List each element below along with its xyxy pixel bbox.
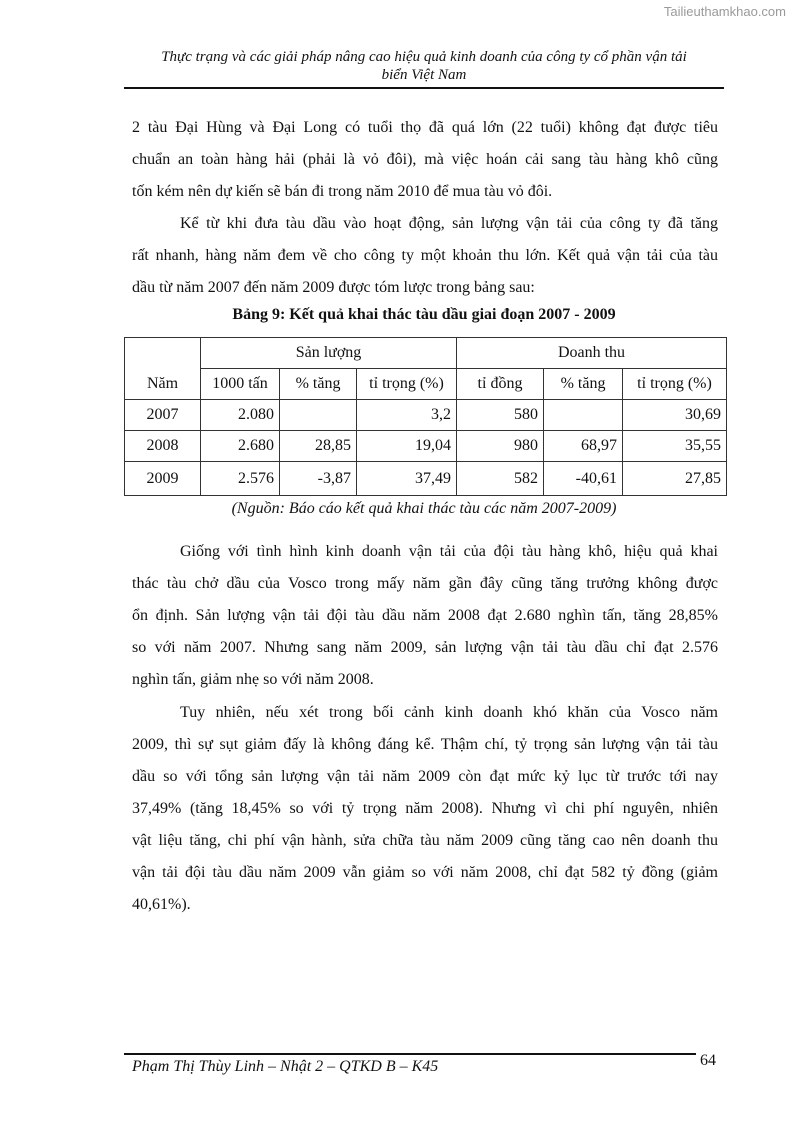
- text-line: so với năm 2007. Nhưng sang năm 2009, sản lượng vận tải tàu dầu chỉ đạt 2.576: [132, 639, 718, 656]
- running-header: [124, 48, 724, 84]
- subheader: tỉ trọng (%): [623, 369, 727, 400]
- cell: 35,55: [623, 431, 727, 462]
- group-header-revenue: Doanh thu: [457, 338, 727, 369]
- cell: 28,85: [280, 431, 357, 462]
- cell: 2008: [125, 431, 201, 462]
- table-row: [125, 462, 727, 496]
- group-header-output: Sản lượng: [201, 338, 457, 369]
- cell: [280, 400, 357, 431]
- text-line: ổn định. Sản lượng vận tải đội tàu dầu năm 2008 đạt 2.680 nghìn tấn, tăng 28,85%: [132, 607, 718, 624]
- cell: -40,61: [544, 462, 623, 496]
- cell: 19,04: [357, 431, 457, 462]
- paragraph-1: [132, 112, 718, 304]
- table-caption: Bảng 9: Kết quả khai thác tàu dầu giai đoạn 2007 - 2009: [232, 306, 616, 323]
- text-line: Tuy nhiên, nếu xét trong bối cảnh kinh doanh khó khăn của Vosco năm: [180, 704, 718, 721]
- cell: 580: [457, 400, 544, 431]
- paragraph-3: [132, 536, 718, 696]
- text-line: 2009, thì sự sụt giảm đấy là không đáng kể. Thậm chí, tỷ trọng sản lượng vận tải tàu: [132, 736, 718, 753]
- text-line: rất nhanh, hàng năm đem về cho công ty một khoản thu lớn. Kết quả vận tải của tàu: [132, 247, 718, 264]
- text-line: nghìn tấn, giảm nhẹ so với năm 2008.: [132, 671, 374, 688]
- header-rule: [124, 87, 724, 89]
- text-line: vật liệu tăng, chi phí vận hành, sửa chữa tàu năm 2009 cũng tăng cao nên doanh thu: [132, 832, 718, 849]
- cell: 2.680: [201, 431, 280, 462]
- text-line: dầu so với tổng sản lượng vận tải năm 2009 còn đạt mức kỷ lục từ trước tới nay: [132, 768, 718, 785]
- year-header: Năm: [125, 338, 201, 400]
- text-line: Giống với tình hình kinh doanh vận tải của đội tàu hàng khô, hiệu quả khai: [180, 543, 718, 560]
- cell: 37,49: [357, 462, 457, 496]
- text-line: 2 tàu Đại Hùng và Đại Long có tuổi thọ đã quá lớn (22 tuổi) không đạt được tiêu: [132, 119, 718, 136]
- text-line: tốn kém nên dự kiến sẽ bán đi trong năm 2010 để mua tàu vỏ đôi.: [132, 183, 553, 200]
- results-table: [124, 337, 727, 496]
- text-line: thác tàu chở dầu của Vosco trong mấy năm gần đây cũng tăng trưởng không được: [132, 575, 718, 592]
- cell: [544, 400, 623, 431]
- table-row: [125, 400, 727, 431]
- paragraph-4: [132, 697, 718, 921]
- text-line: vận tải đội tàu dầu năm 2009 vẫn giảm so với năm 2008, chỉ đạt 582 tỷ đồng (giảm: [132, 864, 718, 881]
- cell: 2009: [125, 462, 201, 496]
- cell: -3,87: [280, 462, 357, 496]
- table-row: [125, 431, 727, 462]
- header-line-1: Thực trạng và các giải pháp nâng cao hiệu quả kinh doanh của công ty cổ phần vận tải: [161, 49, 687, 65]
- page-number: 64: [700, 1052, 716, 1069]
- text-line: 37,49% (tăng 18,45% so với tỷ trọng năm 2008). Nhưng vì chi phí nguyên, nhiên: [132, 800, 718, 817]
- text-line: chuẩn an toàn hàng hải (phải là vỏ đôi), mà việc hoán cải sang tàu hàng khô cũng: [132, 151, 718, 168]
- cell: 2007: [125, 400, 201, 431]
- cell: 980: [457, 431, 544, 462]
- cell: 3,2: [357, 400, 457, 431]
- subheader: tỉ đồng: [457, 369, 544, 400]
- cell: 68,97: [544, 431, 623, 462]
- cell: 582: [457, 462, 544, 496]
- cell: 2.576: [201, 462, 280, 496]
- footer-author: Phạm Thị Thùy Linh – Nhật 2 – QTKD B – K45: [132, 1058, 439, 1075]
- subheader: tỉ trọng (%): [357, 369, 457, 400]
- subheader: % tăng: [544, 369, 623, 400]
- cell: 30,69: [623, 400, 727, 431]
- table-source: (Nguồn: Báo cáo kết quả khai thác tàu các năm 2007-2009): [231, 500, 617, 517]
- text-line: dầu từ năm 2007 đến năm 2009 được tóm lược trong bảng sau:: [132, 279, 535, 296]
- header-line-2: biển Việt Nam: [381, 67, 467, 83]
- subheader: % tăng: [280, 369, 357, 400]
- text-line: 40,61%).: [132, 896, 191, 913]
- watermark: Tailieuthamkhao.com: [663, 4, 786, 19]
- text-line: Kể từ khi đưa tàu dầu vào hoạt động, sản lượng vận tải của công ty đã tăng: [180, 215, 718, 232]
- cell: 2.080: [201, 400, 280, 431]
- footer-rule: [124, 1053, 696, 1055]
- cell: 27,85: [623, 462, 727, 496]
- subheader: 1000 tấn: [201, 369, 280, 400]
